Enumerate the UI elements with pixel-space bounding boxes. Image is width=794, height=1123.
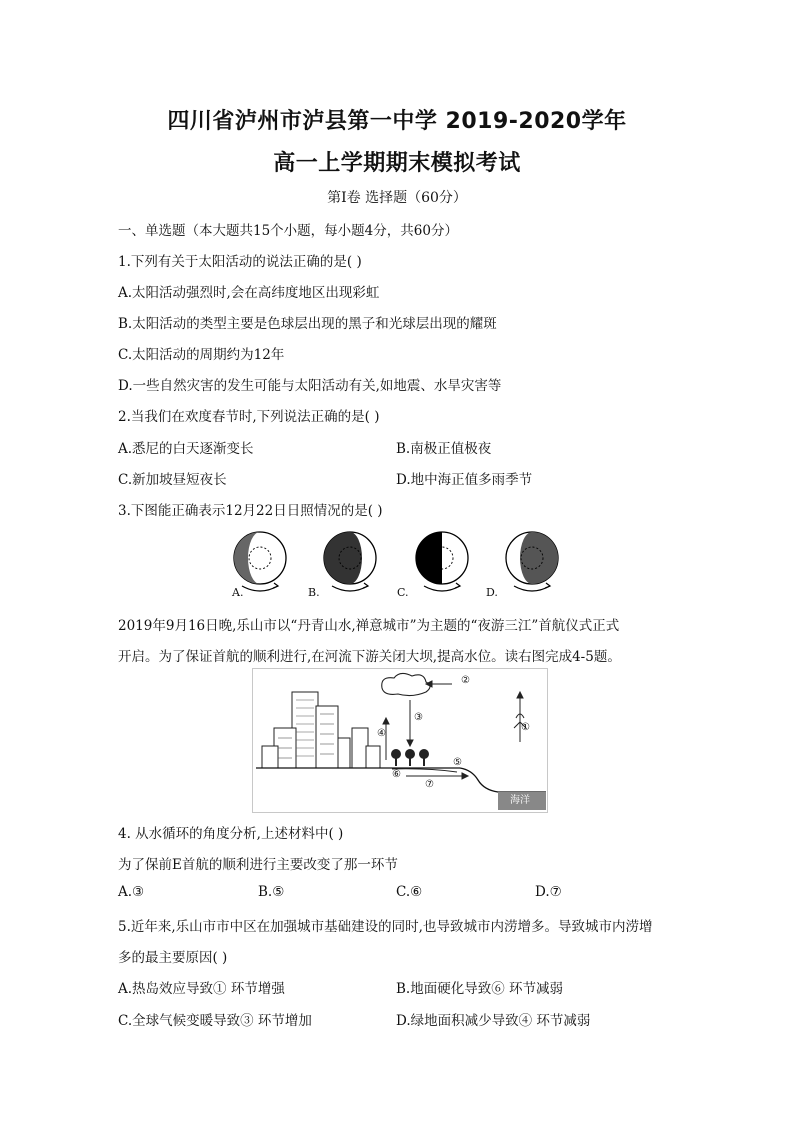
passage-line-1: 2019年9月16日晚,乐山市以“丹青山水,禅意城市”为主题的“夜游三江”首航仪式正式	[118, 618, 620, 634]
globe-label-d: D.	[486, 586, 498, 599]
q1-option-c: C.太阳活动的周期约为12年	[118, 347, 285, 363]
globe-label-a: A.	[232, 586, 244, 599]
q1-option-d: D.一些自然灾害的发生可能与太阳活动有关,如地震、水旱灾害等	[118, 378, 502, 394]
q4-option-d: D.⑦	[535, 884, 562, 900]
q2-option-d: D.地中海正值多雨季节	[396, 472, 533, 488]
mark-2: ②	[461, 675, 470, 686]
q4-option-c: C.⑥	[396, 884, 423, 900]
q2-option-a: A.悉尼的白天逐渐变长	[118, 441, 254, 457]
q4-sub: 为了保前E首航的顺利进行主要改变了那一环节	[118, 857, 398, 873]
q5-option-c: C.全球气候变暖导致③ 环节增加	[118, 1013, 312, 1029]
globe-d	[506, 532, 558, 591]
globe-c	[416, 532, 468, 591]
q3-stem: 3.下图能正确表示12月22日日照情况的是( )	[118, 503, 383, 519]
page-subtitle: 高一上学期期末模拟考试	[273, 151, 521, 176]
globe-label-c: C.	[397, 586, 409, 599]
q4-stem: 4. 从水循环的角度分析,上述材料中( )	[118, 826, 344, 842]
q2-option-b: B.南极正值极夜	[396, 441, 492, 457]
water-cycle-diagram	[252, 668, 548, 813]
trees	[391, 749, 429, 766]
mark-1: ①	[521, 722, 530, 733]
section-heading: 第Ⅰ卷 选择题（60分）	[327, 190, 467, 206]
q1-stem: 1.下列有关于太阳活动的说法正确的是( )	[118, 254, 362, 270]
q5-option-a: A.热岛效应导致① 环节增强	[118, 981, 285, 997]
q5-stem-2: 多的最主要原因( )	[118, 950, 228, 966]
globe-label-b: B.	[308, 586, 320, 599]
mark-4: ④	[377, 728, 386, 739]
q4-option-a: A.③	[118, 884, 145, 900]
q1-option-a: A.太阳活动强烈时,会在高纬度地区出现彩虹	[118, 285, 380, 301]
q5-option-d: D.绿地面积减少导致④ 环节减弱	[396, 1013, 591, 1029]
q4-option-b: B.⑤	[258, 884, 285, 900]
mark-6: ⑥	[392, 769, 401, 780]
q2-option-c: C.新加坡昼短夜长	[118, 472, 227, 488]
q2-stem: 2.当我们在欢度春节时,下列说法正确的是( )	[118, 409, 380, 425]
passage-line-2: 开启。为了保证首航的顺利进行,在河流下游关闭大坝,提高水位。读右图完成4-5题。	[118, 649, 621, 665]
globe-b	[324, 532, 376, 591]
page-title: 四川省泸州市泸县第一中学 2019-2020学年	[167, 109, 627, 134]
sea-label: 海洋	[510, 795, 530, 806]
globe-a	[234, 532, 286, 591]
q5-stem-1: 5.近年来,乐山市市中区在加强城市基础建设的同时,也导致城市内涝增多。导致城市内涝增	[118, 919, 653, 935]
mark-5: ⑤	[453, 757, 462, 768]
q1-option-b: B.太阳活动的类型主要是色球层出现的黑子和光球层出现的耀斑	[118, 316, 497, 332]
mark-7: ⑦	[425, 779, 434, 790]
q5-option-b: B.地面硬化导致⑥ 环节减弱	[396, 981, 564, 997]
part-heading: 一、单选题（本大题共15个小题，每小题4分，共60分）	[118, 223, 458, 239]
mark-3: ③	[414, 712, 423, 723]
